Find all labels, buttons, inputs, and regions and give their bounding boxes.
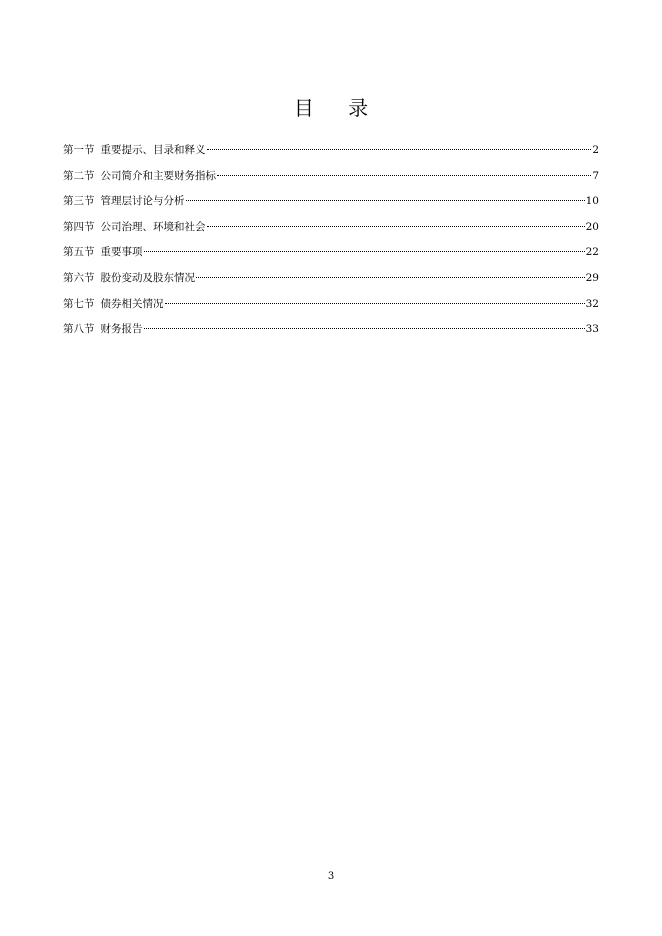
toc-dot-leader [186, 200, 585, 201]
toc-entry[interactable] [63, 142, 599, 168]
toc-page-number: 7 [592, 169, 599, 182]
toc-dot-leader [144, 251, 585, 252]
toc-section-number: 第八节 [63, 323, 95, 336]
page-number: 3 [327, 871, 335, 882]
toc-section-title: 股份变动及股东情况 [100, 271, 195, 284]
toc-page-number: 29 [585, 271, 599, 284]
toc-section-number: 第七节 [63, 297, 95, 310]
toc-dot-leader [207, 149, 592, 150]
toc-entry[interactable] [63, 219, 599, 245]
page-title: 目 录 [293, 96, 383, 120]
toc-page-number: 33 [585, 323, 599, 336]
toc-page-number: 10 [585, 195, 599, 208]
toc-entry[interactable] [63, 296, 599, 322]
toc-section-number: 第五节 [63, 246, 95, 259]
toc-section-title: 财务报告 [100, 323, 143, 336]
toc-page-number: 2 [592, 144, 599, 156]
toc-entry[interactable] [63, 244, 599, 270]
table-of-contents [63, 142, 599, 347]
toc-entry[interactable] [63, 193, 599, 219]
toc-section-number: 第四节 [63, 220, 95, 233]
toc-dot-leader [217, 175, 591, 176]
toc-dot-leader [144, 328, 585, 329]
toc-dot-leader [207, 226, 585, 227]
toc-section-title: 重要事项 [100, 246, 143, 259]
toc-section-number: 第一节 [63, 144, 95, 156]
toc-entry[interactable] [63, 321, 599, 347]
toc-page-number: 22 [585, 246, 599, 259]
toc-dot-leader [196, 277, 585, 278]
toc-section-number: 第三节 [63, 195, 95, 208]
toc-entry[interactable] [63, 270, 599, 296]
toc-page-number: 32 [585, 297, 599, 310]
toc-section-title: 公司简介和主要财务指标 [100, 169, 216, 182]
toc-page-number: 20 [585, 220, 599, 233]
toc-section-title: 管理层讨论与分析 [100, 195, 185, 208]
toc-section-number: 第二节 [63, 169, 95, 182]
toc-section-number: 第六节 [63, 271, 95, 284]
toc-section-title: 债券相关情况 [100, 297, 164, 310]
toc-dot-leader [165, 303, 585, 304]
toc-section-title: 重要提示、目录和释义 [100, 144, 206, 156]
toc-section-title: 公司治理、环境和社会 [100, 220, 206, 233]
toc-entry[interactable] [63, 168, 599, 194]
